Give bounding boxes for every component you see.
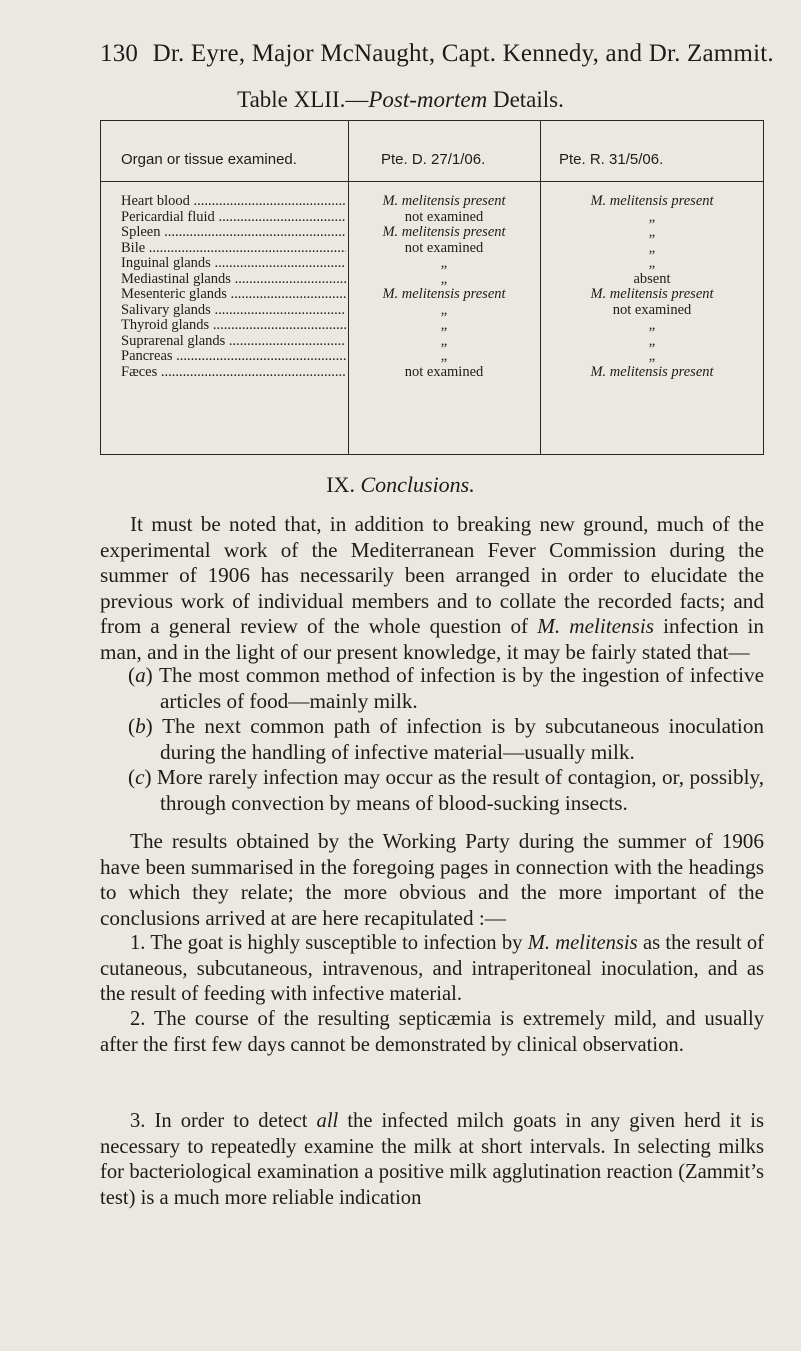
results-paragraph: The results obtained by the Working Party during the summer of 1906 have been summarised in the foregoing pages in connection with the headings to which they relate; the more obvious and the more important of the conclusions arrived at are here recapitulated :— (100, 829, 764, 930)
pte-d-cell: M. melitensis present (382, 193, 506, 209)
numbered-conclusion: 1. The goat is highly susceptible to infection by M. melitensis as the result of cutaneous, subcutaneous, intravenous, and intraperitoneal inoculation, and as the result of feeding with infective material. (100, 932, 764, 1005)
column-header-pte-d: Pte. D. 27/1/06. (381, 151, 486, 168)
pte-d-cell: not examined (404, 208, 484, 225)
list-text: The next common path of infection is by subcutaneous inoculation during the handling of infective material—usually milk. (160, 714, 765, 764)
post-mortem-table (100, 120, 764, 455)
pte-r-cell: absent (633, 270, 671, 287)
numbered-conclusion: 3. In order to detect all the infected milch goats in any given herd it is necessary to repeatedly examine the milk at short intervals. In selecting milks for bacteriological examination a positive milk agglutination reaction (Zammit’s test) is a much more reliable indication (100, 1110, 764, 1209)
organ-cell: Mediastinal glands ..... (121, 272, 346, 287)
table-row (101, 365, 763, 380)
table-title-suffix: Details. (487, 87, 564, 112)
pte-d-cell: „ (440, 332, 448, 349)
running-head (100, 40, 774, 68)
table-row (101, 349, 763, 364)
organ-cell: Thyroid glands ..... (121, 318, 346, 333)
organ-cell: Fæces ..... (121, 365, 346, 380)
organ-cell: Salivary glands ..... (121, 303, 346, 318)
pte-r-cell: „ (648, 239, 656, 256)
section-heading (0, 472, 801, 498)
table-row (101, 256, 763, 271)
table-row (101, 272, 763, 287)
pte-d-cell: „ (440, 301, 448, 318)
table-row (101, 318, 763, 333)
organ-cell: Heart blood ..... (121, 194, 346, 209)
list-label: (a) (128, 663, 153, 687)
pte-d-cell: „ (440, 317, 448, 333)
table-row (101, 334, 763, 349)
section-number: IX. (326, 472, 361, 497)
pte-d-cell: not examined (404, 239, 484, 256)
pte-d-cell: not examined (404, 363, 484, 380)
list-label: (b) (128, 714, 153, 738)
section-title: Conclusions. (360, 472, 475, 497)
pte-r-cell: M. melitensis present (590, 286, 714, 302)
list-text: More rarely infection may occur as the result of contagion, or, possibly, through convection by means of blood-sucking insects. (156, 765, 765, 815)
pte-r-cell: „ (648, 224, 656, 240)
table-row (101, 303, 763, 318)
table-header (101, 121, 763, 182)
column-header-pte-r: Pte. R. 31/5/06. (559, 151, 664, 168)
numbered-conclusion: 2. The course of the resulting septicæmia is extremely mild, and usually after the first few days cannot be demonstrated by clinical observation. (100, 1008, 764, 1056)
organ-cell: Suprarenal glands ..... (121, 334, 346, 349)
organ-cell: Spleen ..... (121, 225, 346, 240)
table-title-prefix: Table XLII.— (237, 87, 369, 112)
pte-d-cell: „ (440, 270, 448, 287)
list-text: The most common method of infection is by the ingestion of infective articles of food—mainly milk. (159, 663, 765, 713)
table-row (101, 287, 763, 302)
pte-d-cell: M. melitensis present (382, 224, 506, 240)
column-header-organ: Organ or tissue examined. (121, 151, 297, 168)
table-row (101, 210, 763, 225)
pte-r-cell: „ (648, 348, 656, 364)
pte-d-cell: „ (440, 255, 448, 271)
list-item (100, 714, 764, 765)
table-row (101, 194, 763, 209)
organ-cell: Pancreas ..... (121, 349, 346, 364)
pte-r-cell: „ (648, 317, 656, 333)
pte-r-cell: „ (648, 208, 656, 225)
list-item (100, 663, 764, 714)
organ-cell: Bile ..... (121, 241, 346, 256)
intro-paragraph: It must be noted that, in addition to breaking new ground, much of the experimental work of the Mediterranean Fever Commission during the summer of 1906 has necessarily been arranged in order to elucidate the previous work of individual members and to collate the recorded facts; and from a general review of the whole question of M. melitensis infection in man, and in the light of our present knowledge, it may be fairly stated that— (100, 512, 764, 664)
pte-r-cell: M. melitensis present (590, 363, 714, 380)
table-row (101, 241, 763, 256)
pte-d-cell: M. melitensis present (382, 286, 506, 302)
pte-r-cell: not examined (612, 301, 692, 318)
pte-d-cell: „ (440, 348, 448, 364)
table-title-italic: Post-mortem (368, 87, 488, 112)
pte-r-cell: M. melitensis present (590, 193, 714, 209)
organ-cell: Inguinal glands ..... (121, 256, 346, 271)
pte-r-cell: „ (648, 255, 656, 271)
table-row (101, 225, 763, 240)
organ-cell: Pericardial fluid ..... (121, 210, 346, 225)
list-label: (c) (128, 765, 152, 789)
table-title (0, 87, 801, 113)
list-item (100, 765, 764, 816)
page-number: 130 (100, 40, 139, 67)
pte-r-cell: „ (648, 332, 656, 349)
organ-cell: Mesenteric glands ..... (121, 287, 346, 302)
running-head-authors: Dr. Eyre, Major McNaught, Capt. Kennedy, and Dr. Zammit. (152, 40, 774, 67)
